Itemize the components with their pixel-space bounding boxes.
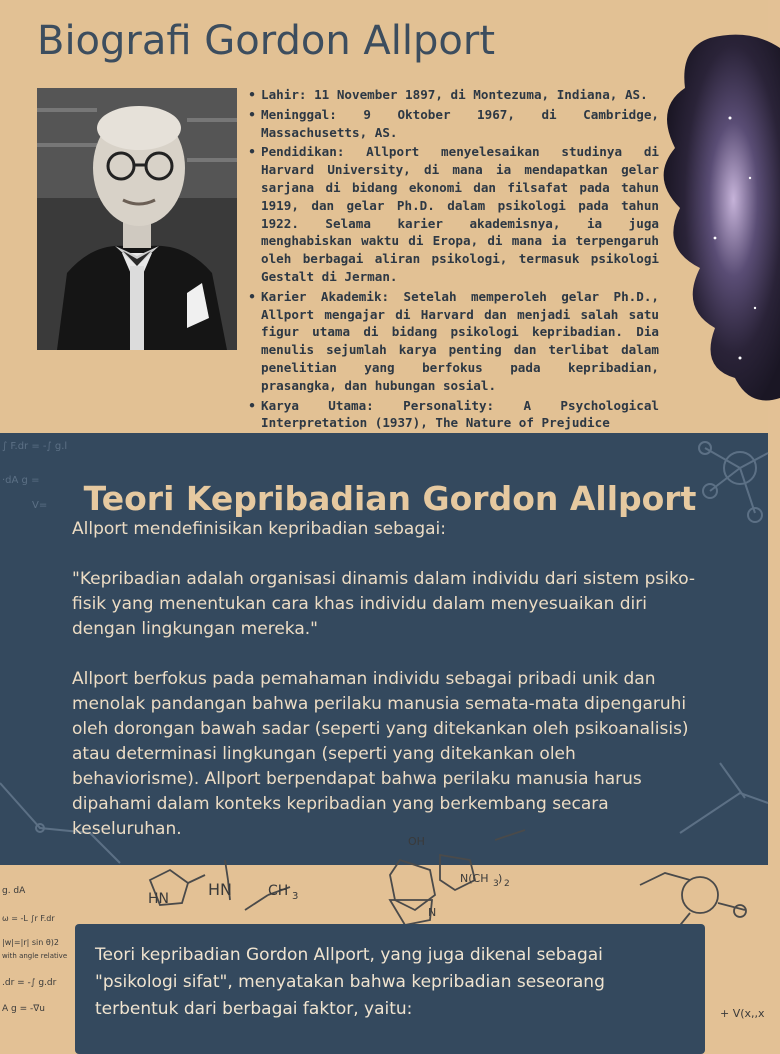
svg-text:3: 3 bbox=[292, 891, 299, 902]
svg-text:N(CH: N(CH bbox=[460, 872, 489, 885]
theory-definition-quote: "Kepribadian adalah organisasi dinamis dalam individu dari sistem psiko-fisik yang menentukan cara khas individu dalam menyesuaikan diri dengan lingkungan mereka." bbox=[72, 569, 696, 639]
nebula-decoration bbox=[640, 28, 780, 408]
svg-text:3: 3 bbox=[493, 879, 499, 889]
svg-text:with angle relative: with angle relative bbox=[2, 952, 68, 960]
portrait-illustration bbox=[37, 88, 237, 350]
svg-text:+ V(x,,x: + V(x,,x bbox=[720, 1007, 765, 1020]
svg-text:OH: OH bbox=[408, 835, 425, 848]
svg-text:·dA g =: ·dA g = bbox=[2, 475, 40, 486]
traits-theory-box bbox=[75, 924, 705, 1054]
svg-text:g. dA: g. dA bbox=[2, 886, 26, 896]
svg-text:∫ F.dr = -∫ g.l: ∫ F.dr = -∫ g.l bbox=[2, 441, 68, 452]
svg-text:A g = -∇u: A g = -∇u bbox=[2, 1004, 45, 1014]
svg-text:ω = -L ∫r F.dr: ω = -L ∫r F.dr bbox=[2, 914, 55, 923]
theory-explanation: Allport berfokus pada pemahaman individu sebagai pribadi unik dan menolak pandangan bahwa perilaku manusia semata-mata dipengaruhi oleh dorongan bawah sadar (seperti yang ditekankan oleh psikoanalisis) atau determinasi lingkungan (seperti yang ditekankan oleh behaviorisme). Allport berpendapat bahwa perilaku manusia harus dipahami dalam konteks kepribadian yang berkembang secara keseluruhan. bbox=[72, 669, 689, 839]
svg-text:2: 2 bbox=[504, 879, 510, 889]
slide-biografi bbox=[0, 0, 768, 433]
theory-text bbox=[72, 517, 702, 867]
slide-teori bbox=[0, 433, 768, 865]
svg-text:N: N bbox=[428, 906, 437, 919]
traits-theory-text: Teori kepribadian Gordon Allport, yang juga dikenal sebagai "psikologi sifat", menyatakan bahwa kepribadian seseorang terbentuk dari berbagai faktor, yaitu: bbox=[95, 945, 605, 1019]
svg-text:|w|=|r| sin θ)2: |w|=|r| sin θ)2 bbox=[2, 938, 59, 947]
bio-item-works: • Karya Utama: Personality: A Psychological Interpretation (1937), The Nature of Prejudice bbox=[261, 397, 659, 433]
svg-text:V=: V= bbox=[32, 500, 48, 511]
biography-list bbox=[245, 86, 659, 434]
bio-item-education: • Pendidikan: Allport menyelesaikan studinya di Harvard University, di mana ia mendapatkan gelar sarjana di bidang ekonomi dan filsafat pada tahun 1919, dan gelar Ph.D. dalam psikologi pada tahun 1922. Selama karier akademisnya, ia juga menghabiskan waktu di Eropa, di mana ia terpengaruh oleh berbagai aliran psikologi, termasuk psikologi Gestalt di Jerman. bbox=[261, 143, 659, 285]
bio-item-death: • Meninggal: 9 Oktober 1967, di Cambridge, Massachusetts, AS. bbox=[261, 106, 659, 142]
bio-item-birth: • Lahir: 11 November 1897, di Montezuma, Indiana, AS. bbox=[261, 86, 659, 104]
theory-intro: Allport mendefinisikan kepribadian sebagai: bbox=[72, 519, 446, 539]
svg-text:HN: HN bbox=[148, 891, 169, 907]
svg-text:.dr = -∫ g.dr: .dr = -∫ g.dr bbox=[2, 978, 57, 988]
svg-text:CH: CH bbox=[268, 883, 289, 899]
slide-title: Biografi Gordon Allport bbox=[37, 18, 496, 64]
portrait-photo bbox=[37, 88, 237, 350]
svg-text:HN: HN bbox=[208, 880, 232, 899]
svg-text:): ) bbox=[498, 872, 503, 885]
bio-item-career: • Karier Akademik: Setelah memperoleh gelar Ph.D., Allport mengajar di Harvard dan menjadi salah satu figur utama di bidang psikologi kepribadian. Dia menulis sejumlah karya penting dan terlibat dalam penelitian yang berfokus pada kepribadian, prasangka, dan hubungan sosial. bbox=[261, 288, 659, 395]
slide-title: Teori Kepribadian Gordon Allport bbox=[83, 479, 697, 518]
